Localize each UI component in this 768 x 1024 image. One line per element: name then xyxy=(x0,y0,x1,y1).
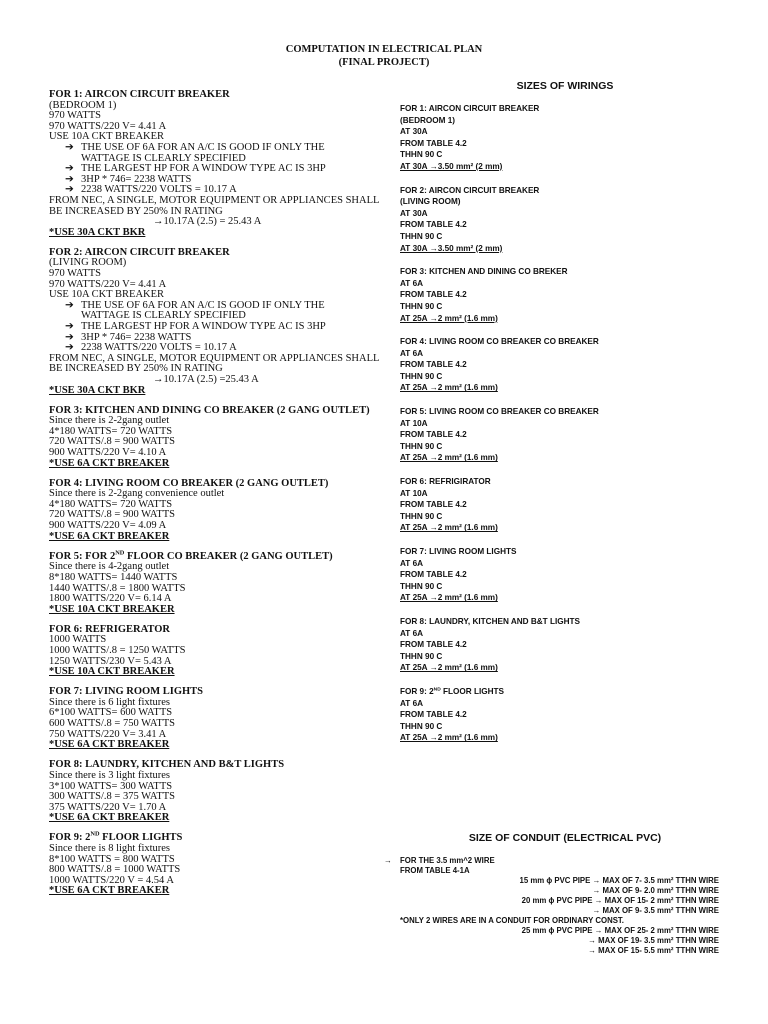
wiring-heading xyxy=(400,476,730,488)
breaker-recommendation: *USE 6A CKT BREAKER xyxy=(49,812,170,824)
conduit-line xyxy=(384,896,719,906)
text-line: 970 WATTS xyxy=(49,268,102,279)
breaker-computations xyxy=(49,90,384,906)
conduit-text: 15 mm ϕ PVC PIPE → MAX OF 7- 3.5 mm² TTHN WIRE xyxy=(519,876,719,885)
wiring-type: THHN 90 C xyxy=(400,651,443,661)
wiring-from: FROM TABLE 4.2 xyxy=(400,640,467,650)
wiring-heading-text: FOR 5: LIVING ROOM CO BREAKER CO BREAKER xyxy=(400,407,599,417)
arrow-icon: ➔ xyxy=(65,299,74,311)
computation-section xyxy=(49,760,384,824)
wiring-section xyxy=(400,546,730,604)
text-line: WATTAGE IS CLEARLY SPECIFIED xyxy=(81,310,246,322)
section-heading-superscript: ND xyxy=(115,549,125,557)
wiring-from: FROM TABLE 4.2 xyxy=(400,290,467,300)
wiring-heading-text: FOR 1: AIRCON CIRCUIT BREAKER xyxy=(400,104,540,113)
text-line: USE 10A CKT BREAKER xyxy=(49,289,165,301)
wiring-type: THHN 90 C xyxy=(400,721,443,731)
arrow-icon: ➔ xyxy=(65,141,74,153)
text-line: 375 WATTS/220 V= 1.70 A xyxy=(49,801,167,813)
text-line: Since there is 8 light fixtures xyxy=(49,843,171,854)
wiring-at: AT 6A xyxy=(400,278,424,288)
wire-size-result: AT 30A →3.50 mm² (2 mm) xyxy=(400,243,503,253)
computation-section xyxy=(49,479,384,543)
text-line: (BEDROOM 1) xyxy=(49,99,117,111)
text-line: 4*180 WATTS= 720 WATTS xyxy=(49,498,173,510)
text-line: USE 10A CKT BREAKER xyxy=(49,131,165,143)
text-line: Since there is 2-2gang convenience outlet xyxy=(49,488,225,500)
text-line: 800 WATTS/.8 = 1000 WATTS xyxy=(49,864,181,876)
wiring-section xyxy=(400,476,730,534)
wire-size-result: AT 25A →2 mm² (1.6 mm) xyxy=(400,733,498,743)
wiring-at: AT 6A xyxy=(400,558,424,568)
text-line: 1000 WATTS/220 V = 4.54 A xyxy=(49,874,174,886)
arrow-icon: ➔ xyxy=(65,331,74,343)
text-line: 1440 WATTS/.8 = 1800 WATTS xyxy=(49,582,186,594)
wiring-heading-text: FOR 2: AIRCON CIRCUIT BREAKER xyxy=(400,185,540,195)
section-heading-text: FOR 5: FOR 2 xyxy=(49,550,116,562)
wire-size-result: AT 25A →2 mm² (1.6 mm) xyxy=(400,383,498,393)
calc-line: →10.17A (2.5) =25.43 A xyxy=(153,373,259,385)
section-heading-text: FOR 6: REFRIGERATOR xyxy=(49,623,170,635)
wiring-room: (LIVING ROOM) xyxy=(400,197,461,207)
wiring-heading-superscript: ND xyxy=(433,687,441,693)
bullet-line xyxy=(49,143,384,154)
arrow-icon: ➔ xyxy=(65,320,74,332)
arrow-icon: ➔ xyxy=(65,342,74,354)
text-line: 900 WATTS/220 V= 4.09 A xyxy=(49,520,167,532)
wire-size-result: AT 25A →2 mm² (1.6 mm) xyxy=(400,523,498,533)
bullet-text: 3HP * 746= 2238 WATTS xyxy=(81,173,192,185)
bullet-text: THE LARGEST HP FOR A WINDOW TYPE AC IS 3HP xyxy=(81,163,326,175)
text-line: 300 WATTS/.8 = 375 WATTS xyxy=(49,791,175,803)
text-line: WATTAGE IS CLEARLY SPECIFIED xyxy=(81,152,246,164)
document-subtitle: (FINAL PROJECT) xyxy=(338,57,430,68)
text-line: 6*100 WATTS= 600 WATTS xyxy=(49,707,173,719)
section-heading-text: FOR 1: AIRCON CIRCUIT BREAKER xyxy=(49,89,230,100)
bullet-text: 2238 WATTS/220 VOLTS = 10.17 A xyxy=(81,184,237,196)
computation-section xyxy=(49,625,384,678)
text-line: 1800 WATTS/220 V= 6.14 A xyxy=(49,593,172,605)
conduit-line xyxy=(384,926,719,936)
text-line: 600 WATTS/.8 = 750 WATTS xyxy=(49,718,175,730)
breaker-recommendation: *USE 6A CKT BREAKER xyxy=(49,457,170,469)
breaker-recommendation: *USE 10A CKT BREAKER xyxy=(49,603,175,615)
conduit-text: → MAX OF 9- 2.0 mm² TTHN WIRE xyxy=(592,886,719,895)
text-line: Since there is 3 light fixtures xyxy=(49,769,171,781)
wiring-heading-text: FOR 9: 2 xyxy=(400,686,434,696)
text-line: FROM NEC, A SINGLE, MOTOR EQUIPMENT OR APPLIANCES SHALL xyxy=(49,352,380,364)
section-heading-text-end: FLOOR CO BREAKER (2 GANG OUTLET) xyxy=(124,550,333,562)
wirings-title: SIZES OF WIRINGS xyxy=(516,80,614,92)
computation-section xyxy=(49,830,384,897)
conduit-text: FROM TABLE 4-1A xyxy=(400,866,470,875)
wire-sizes xyxy=(400,103,730,756)
wiring-heading-text: FOR 4: LIVING ROOM CO BREAKER CO BREAKER xyxy=(400,337,599,347)
breaker-recommendation: *USE 10A CKT BREAKER xyxy=(49,666,175,678)
arrow-icon: ➔ xyxy=(65,173,74,185)
wiring-from: FROM TABLE 4.2 xyxy=(400,430,467,440)
wiring-at: AT 30A xyxy=(400,208,428,218)
wiring-heading xyxy=(400,336,730,348)
wiring-from: FROM TABLE 4.2 xyxy=(400,710,467,720)
wiring-at: AT 10A xyxy=(400,418,428,428)
wire-size-result: AT 25A →2 mm² (1.6 mm) xyxy=(400,663,498,673)
bullet-line xyxy=(49,185,384,196)
text-line: Since there is 2-2gang outlet xyxy=(49,415,170,427)
conduit-text: → MAX OF 19- 3.5 mm² TTHN WIRE xyxy=(588,936,719,945)
conduit-line xyxy=(384,866,719,876)
section-heading-text-end: FLOOR LIGHTS xyxy=(99,832,183,844)
wire-size-result: AT 30A →3.50 mm² (2 mm) xyxy=(400,161,503,171)
text-line: 1000 WATTS xyxy=(49,634,107,646)
conduit-text: *ONLY 2 WIRES ARE IN A CONDUIT FOR ORDINARY CONST. xyxy=(400,916,624,925)
wiring-type: THHN 90 C xyxy=(400,581,443,591)
wiring-section xyxy=(400,185,730,255)
wiring-at: AT 6A xyxy=(400,628,424,638)
calc-line: →10.17A (2.5) = 25.43 A xyxy=(153,216,262,228)
text-line: 970 WATTS/220 V= 4.41 A xyxy=(49,278,167,290)
computation-section xyxy=(49,248,384,396)
computation-section xyxy=(49,549,384,616)
conduit-text: → MAX OF 15- 5.5 mm² TTHN WIRE xyxy=(588,946,719,955)
document-title: COMPUTATION IN ELECTRICAL PLAN xyxy=(285,44,483,55)
text-line: 970 WATTS xyxy=(49,110,102,122)
conduit-line xyxy=(384,856,719,866)
bullet-line xyxy=(49,343,384,354)
computation-section xyxy=(49,406,384,470)
conduit-text: FOR THE 3.5 mm^2 WIRE xyxy=(400,856,495,865)
text-line: 8*100 WATTS = 800 WATTS xyxy=(49,853,175,865)
wiring-at: AT 6A xyxy=(400,698,424,708)
text-line: 8*180 WATTS= 1440 WATTS xyxy=(49,571,178,583)
wiring-section xyxy=(400,616,730,674)
conduit-title: SIZE OF CONDUIT (ELECTRICAL PVC) xyxy=(468,832,662,844)
conduit-line xyxy=(384,916,719,926)
wiring-heading xyxy=(400,546,730,558)
wiring-section xyxy=(400,406,730,464)
text-line: 3*100 WATTS= 300 WATTS xyxy=(49,780,173,792)
wiring-at: AT 6A xyxy=(400,348,424,358)
wiring-section xyxy=(400,686,730,744)
wiring-heading xyxy=(400,616,730,628)
text-line: 720 WATTS/.8 = 900 WATTS xyxy=(49,436,175,448)
conduit-line xyxy=(384,886,719,896)
section-heading-text: FOR 8: LAUNDRY, KITCHEN AND B&T LIGHTS xyxy=(49,759,285,771)
wiring-type: THHN 90 C xyxy=(400,441,443,451)
arrow-icon: ➔ xyxy=(65,184,74,196)
text-line: 4*180 WATTS= 720 WATTS xyxy=(49,425,173,437)
section-heading-superscript: ND xyxy=(90,830,100,838)
text-line: 720 WATTS/.8 = 900 WATTS xyxy=(49,509,175,521)
section-heading xyxy=(49,90,384,101)
wiring-type: THHN 90 C xyxy=(400,231,443,241)
breaker-recommendation: *USE 30A CKT BKR xyxy=(49,226,146,238)
wiring-heading xyxy=(400,406,730,418)
conduit-line xyxy=(384,906,719,916)
text-line: (LIVING ROOM) xyxy=(49,257,127,269)
wiring-heading xyxy=(400,185,730,197)
text-line: Since there is 6 light fixtures xyxy=(49,696,171,708)
text-line: 900 WATTS/220 V= 4.10 A xyxy=(49,447,167,458)
breaker-recommendation: *USE 6A CKT BREAKER xyxy=(49,530,170,542)
conduit-line xyxy=(384,946,719,956)
conduit-text: 25 mm ϕ PVC PIPE → MAX OF 25- 2 mm² TTHN WIRE xyxy=(521,926,719,935)
wiring-room: (BEDROOM 1) xyxy=(400,115,456,125)
wire-size-result: AT 25A →2 mm² (1.6 mm) xyxy=(400,313,498,323)
breaker-recommendation: *USE 6A CKT BREAKER xyxy=(49,885,170,897)
bullet-text: THE USE OF 6A FOR AN A/C IS GOOD IF ONLY THE xyxy=(81,141,325,153)
bullet-text: 3HP * 746= 2238 WATTS xyxy=(81,331,192,343)
section-heading-text: FOR 2: AIRCON CIRCUIT BREAKER xyxy=(49,246,230,258)
wiring-type: THHN 90 C xyxy=(400,150,443,160)
wiring-heading-text: FOR 6: REFRIGIRATOR xyxy=(400,477,491,487)
wiring-from: FROM TABLE 4.2 xyxy=(400,500,467,510)
text-line: BE INCREASED BY 250% IN RATING xyxy=(49,363,223,375)
conduit-sizes xyxy=(384,856,719,956)
wiring-type: THHN 90 C xyxy=(400,301,443,311)
bullet-text: 2238 WATTS/220 VOLTS = 10.17 A xyxy=(81,342,237,354)
wiring-heading-text: FOR 3: KITCHEN AND DINING CO BREKER xyxy=(400,267,568,277)
wiring-type: THHN 90 C xyxy=(400,371,443,381)
computation-section xyxy=(49,90,384,238)
computation-section xyxy=(49,687,384,751)
wiring-at: AT 30A xyxy=(400,127,428,137)
wiring-heading xyxy=(400,266,730,278)
wiring-from: FROM TABLE 4.2 xyxy=(400,220,467,230)
wiring-heading-text: FOR 7: LIVING ROOM LIGHTS xyxy=(400,547,517,556)
wiring-section xyxy=(400,103,730,173)
wiring-heading-text: FOR 8: LAUNDRY, KITCHEN AND B&T LIGHTS xyxy=(400,616,580,626)
section-heading-text: FOR 7: LIVING ROOM LIGHTS xyxy=(49,686,204,698)
section-heading-text: FOR 4: LIVING ROOM CO BREAKER (2 GANG OUTLET) xyxy=(49,477,329,489)
wiring-type: THHN 90 C xyxy=(400,511,443,521)
arrow-icon: ➔ xyxy=(65,163,74,175)
wiring-heading-text-end: FLOOR LIGHTS xyxy=(440,686,504,696)
conduit-line xyxy=(384,876,719,886)
wiring-from: FROM TABLE 4.2 xyxy=(400,360,467,370)
breaker-recommendation: *USE 6A CKT BREAKER xyxy=(49,739,170,751)
text-line: FROM NEC, A SINGLE, MOTOR EQUIPMENT OR APPLIANCES SHALL xyxy=(49,194,380,206)
wiring-at: AT 10A xyxy=(400,488,428,498)
text-line: Since there is 4-2gang outlet xyxy=(49,561,170,573)
wiring-heading xyxy=(400,686,730,698)
bullet-text: THE LARGEST HP FOR A WINDOW TYPE AC IS 3HP xyxy=(81,320,326,332)
wiring-from: FROM TABLE 4.2 xyxy=(400,570,467,580)
wiring-heading xyxy=(400,103,730,115)
text-line: 1250 WATTS/230 V= 5.43 A xyxy=(49,655,172,667)
text-line: 750 WATTS/220 V= 3.41 A xyxy=(49,728,167,740)
wiring-section xyxy=(400,266,730,324)
section-heading-text: FOR 9: 2 xyxy=(49,832,91,844)
wiring-from: FROM TABLE 4.2 xyxy=(400,138,467,148)
section-heading-text: FOR 3: KITCHEN AND DINING CO BREAKER (2 GANG OUTLET) xyxy=(49,404,370,416)
text-line: 970 WATTS/220 V= 4.41 A xyxy=(49,120,167,132)
text-line: BE INCREASED BY 250% IN RATING xyxy=(49,205,223,217)
wiring-section xyxy=(400,336,730,394)
bullet-line xyxy=(49,301,384,312)
text-line: 1000 WATTS/.8 = 1250 WATTS xyxy=(49,645,186,656)
conduit-text: 20 mm ϕ PVC PIPE → MAX OF 15- 2 mm² TTHN WIRE xyxy=(521,896,719,905)
breaker-recommendation: *USE 30A CKT BKR xyxy=(49,384,146,396)
conduit-line xyxy=(384,936,719,946)
wire-size-result: AT 25A →2 mm² (1.6 mm) xyxy=(400,593,498,603)
bullet-text: THE USE OF 6A FOR AN A/C IS GOOD IF ONLY THE xyxy=(81,299,325,311)
conduit-text: → MAX OF 9- 3.5 mm² TTHN WIRE xyxy=(592,906,719,915)
arrow-icon: → xyxy=(384,856,392,865)
wire-size-result: AT 25A →2 mm² (1.6 mm) xyxy=(400,453,498,463)
